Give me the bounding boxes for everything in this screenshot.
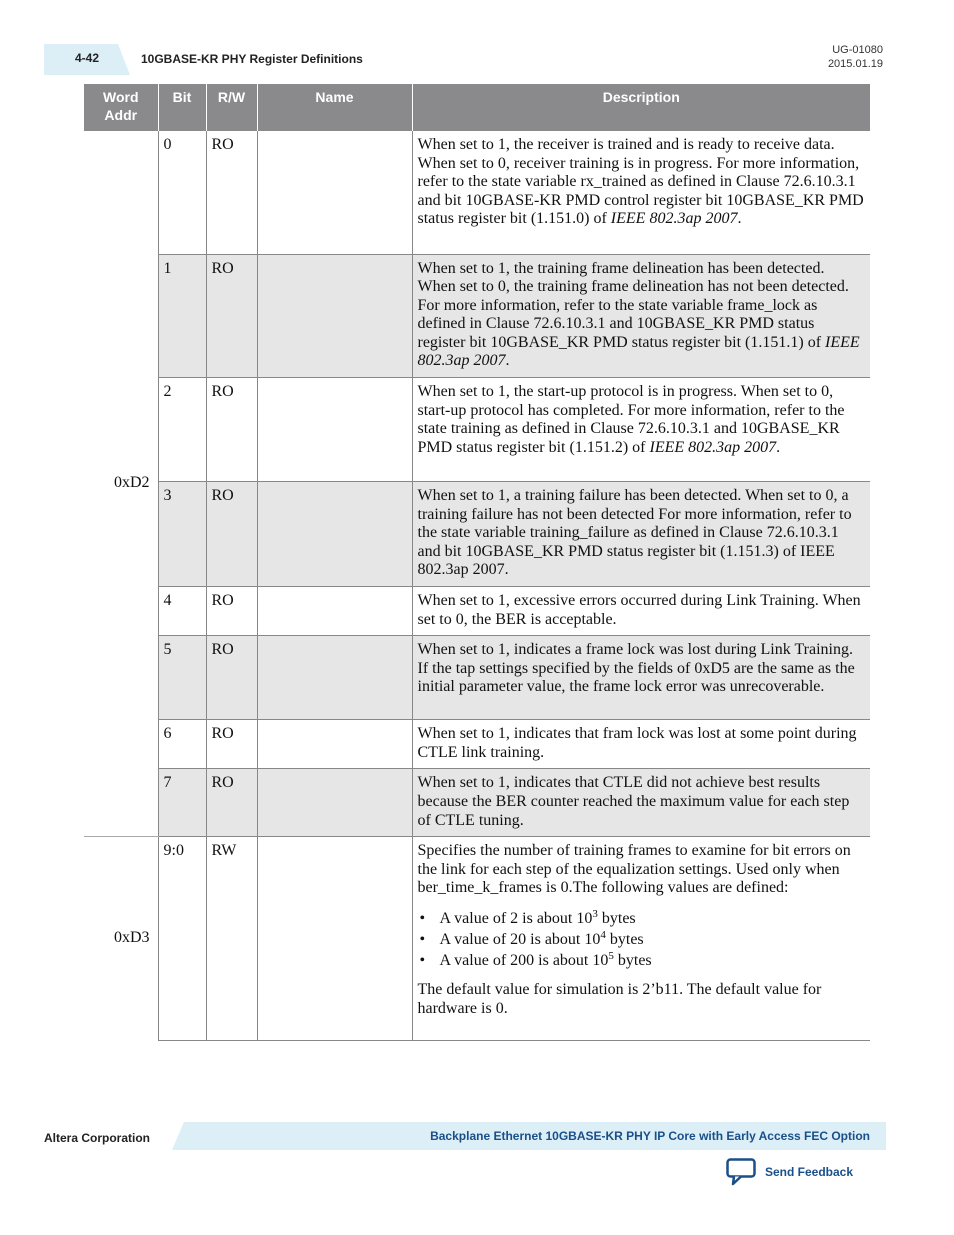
- word-addr-cell: 0xD2: [84, 131, 158, 837]
- col-header-rw: R/W: [206, 84, 257, 131]
- table-row: [84, 482, 870, 587]
- description-cell: When set to 1, a training failure has been detected. When set to 0, a training failure has not been detected For more information, refer to the state variable training_failure as defined in Clause 72.6.10.3.1 and bit 10GBASE_KR PMD status register bit (1.151.3) of IEEE 802.3ap 2007.: [412, 482, 870, 587]
- page-number: 4-42: [75, 51, 100, 65]
- col-header-bit: Bit: [158, 84, 206, 131]
- list-item: • A value of 200 is about $10^5$ bytes: [418, 950, 866, 971]
- bit-cell: 1: [158, 254, 206, 378]
- table-header-row: [84, 84, 870, 131]
- word-addr-cell: 0xD3: [113, 929, 150, 947]
- table-row: [84, 636, 870, 720]
- rw-cell: RO: [206, 131, 257, 254]
- name-cell: [257, 378, 412, 482]
- send-feedback-button[interactable]: [726, 1158, 853, 1186]
- table-row: [84, 378, 870, 482]
- value-list: [418, 908, 866, 971]
- bit-cell: 3: [158, 482, 206, 587]
- description-cell: When set to 1, indicates that fram lock was lost at some point during CTLE link training.: [412, 720, 870, 769]
- rw-cell: RO: [206, 482, 257, 587]
- name-cell: [257, 769, 412, 837]
- doc-id: UG-01080: [832, 44, 883, 56]
- doc-title-link[interactable]: Backplane Ethernet 10GBASE-KR PHY IP Core with Early Access FEC Option: [430, 1129, 870, 1143]
- name-cell: [257, 482, 412, 587]
- bit-cell: 9:0: [158, 837, 206, 1041]
- col-header-word-addr: Word Addr: [84, 84, 158, 131]
- description-cell: When set to 1, indicates that CTLE did not achieve best results because the BER counter reached the maximum value for each step of CTLE tuning.: [412, 769, 870, 837]
- rw-cell: RO: [206, 636, 257, 720]
- description-cell: When set to 1, excessive errors occurred during Link Training. When set to 0, the BER is acceptable.: [412, 587, 870, 636]
- name-cell: [257, 636, 412, 720]
- header-tab-notch: [118, 44, 130, 75]
- rw-cell: RO: [206, 378, 257, 482]
- description-outro: The default value for simulation is 2’b11. The default value for hardware is 0.: [417, 980, 822, 1017]
- table-row: [84, 837, 870, 1041]
- table-row: [84, 254, 870, 378]
- list-item: • A value of 20 is about $10^4$ bytes: [418, 929, 866, 950]
- name-cell: [257, 254, 412, 378]
- bit-cell: 2: [158, 378, 206, 482]
- name-cell: [257, 587, 412, 636]
- table-row: [84, 769, 870, 837]
- list-item: • A value of 2 is about $10^3$ bytes: [418, 908, 866, 929]
- rw-cell: RO: [206, 254, 257, 378]
- description-cell: When set to 1, indicates a frame lock was lost during Link Training. If the tap settings specified by the fields of 0xD5 are the same as the initial parameter value, the frame lock error was unrecoverable.: [412, 636, 870, 720]
- company-name: Altera Corporation: [44, 1131, 151, 1145]
- rw-cell: RW: [206, 837, 257, 1041]
- rw-cell: RO: [206, 720, 257, 769]
- footer-band-notch: [172, 1122, 184, 1150]
- bit-cell: 0: [158, 131, 206, 254]
- register-table: [84, 84, 870, 1041]
- rw-cell: RO: [206, 587, 257, 636]
- doc-date: 2015.01.19: [827, 58, 883, 70]
- col-header-name: Name: [257, 84, 412, 131]
- feedback-bubble-icon: [726, 1158, 757, 1186]
- table-row: [84, 587, 870, 636]
- description-cell: When set to 1, the training frame delineation has been detected. When set to 0, the training frame delineation has not been detected. For more information, refer to the state variable frame_lock as defined in Clause 72.6.10.3.1 and 10GBASE_KR PMD status register bit 10GBASE_KR PMD status register bit (1.151.1) of IEEE 802.3ap 2007.: [412, 254, 870, 378]
- description-cell: [412, 837, 870, 1041]
- table-row: [84, 131, 870, 254]
- bit-cell: 5: [158, 636, 206, 720]
- rw-cell: RO: [206, 769, 257, 837]
- description-cell: When set to 1, the start-up protocol is in progress. When set to 0, start-up protocol has completed. For more information, refer to the state training as defined in Clause 72.6.10.3.1 and 10GBASE_KR PMD status register bit (1.151.2) of IEEE 802.3ap 2007.: [412, 378, 870, 482]
- section-title: 10GBASE-KR PHY Register Definitions: [141, 52, 363, 66]
- bit-cell: 4: [158, 587, 206, 636]
- name-cell: [257, 837, 412, 1041]
- table-row: [84, 720, 870, 769]
- name-cell: [257, 131, 412, 254]
- name-cell: [257, 720, 412, 769]
- send-feedback-label: Send Feedback: [765, 1165, 854, 1179]
- col-header-description: Description: [412, 84, 870, 131]
- bit-cell: 6: [158, 720, 206, 769]
- description-cell: When set to 1, the receiver is trained and is ready to receive data. When set to 0, receiver training is in progress. For more information, refer to the state variable rx_trained as defined in Clause 72.6.10.3.1 and bit 10GBASE-KR PMD control register bit 10GBASE_KR PMD status register bit (1.151.0) of IEEE 802.3ap 2007.: [412, 131, 870, 254]
- doc-info: [828, 43, 883, 71]
- bit-cell: 7: [158, 769, 206, 837]
- description-intro: Specifies the number of training frames to examine for bit errors on the link for each step of the equalization settings. Used only when ber_time_k_frames is 0.The following values are defined:: [417, 842, 851, 897]
